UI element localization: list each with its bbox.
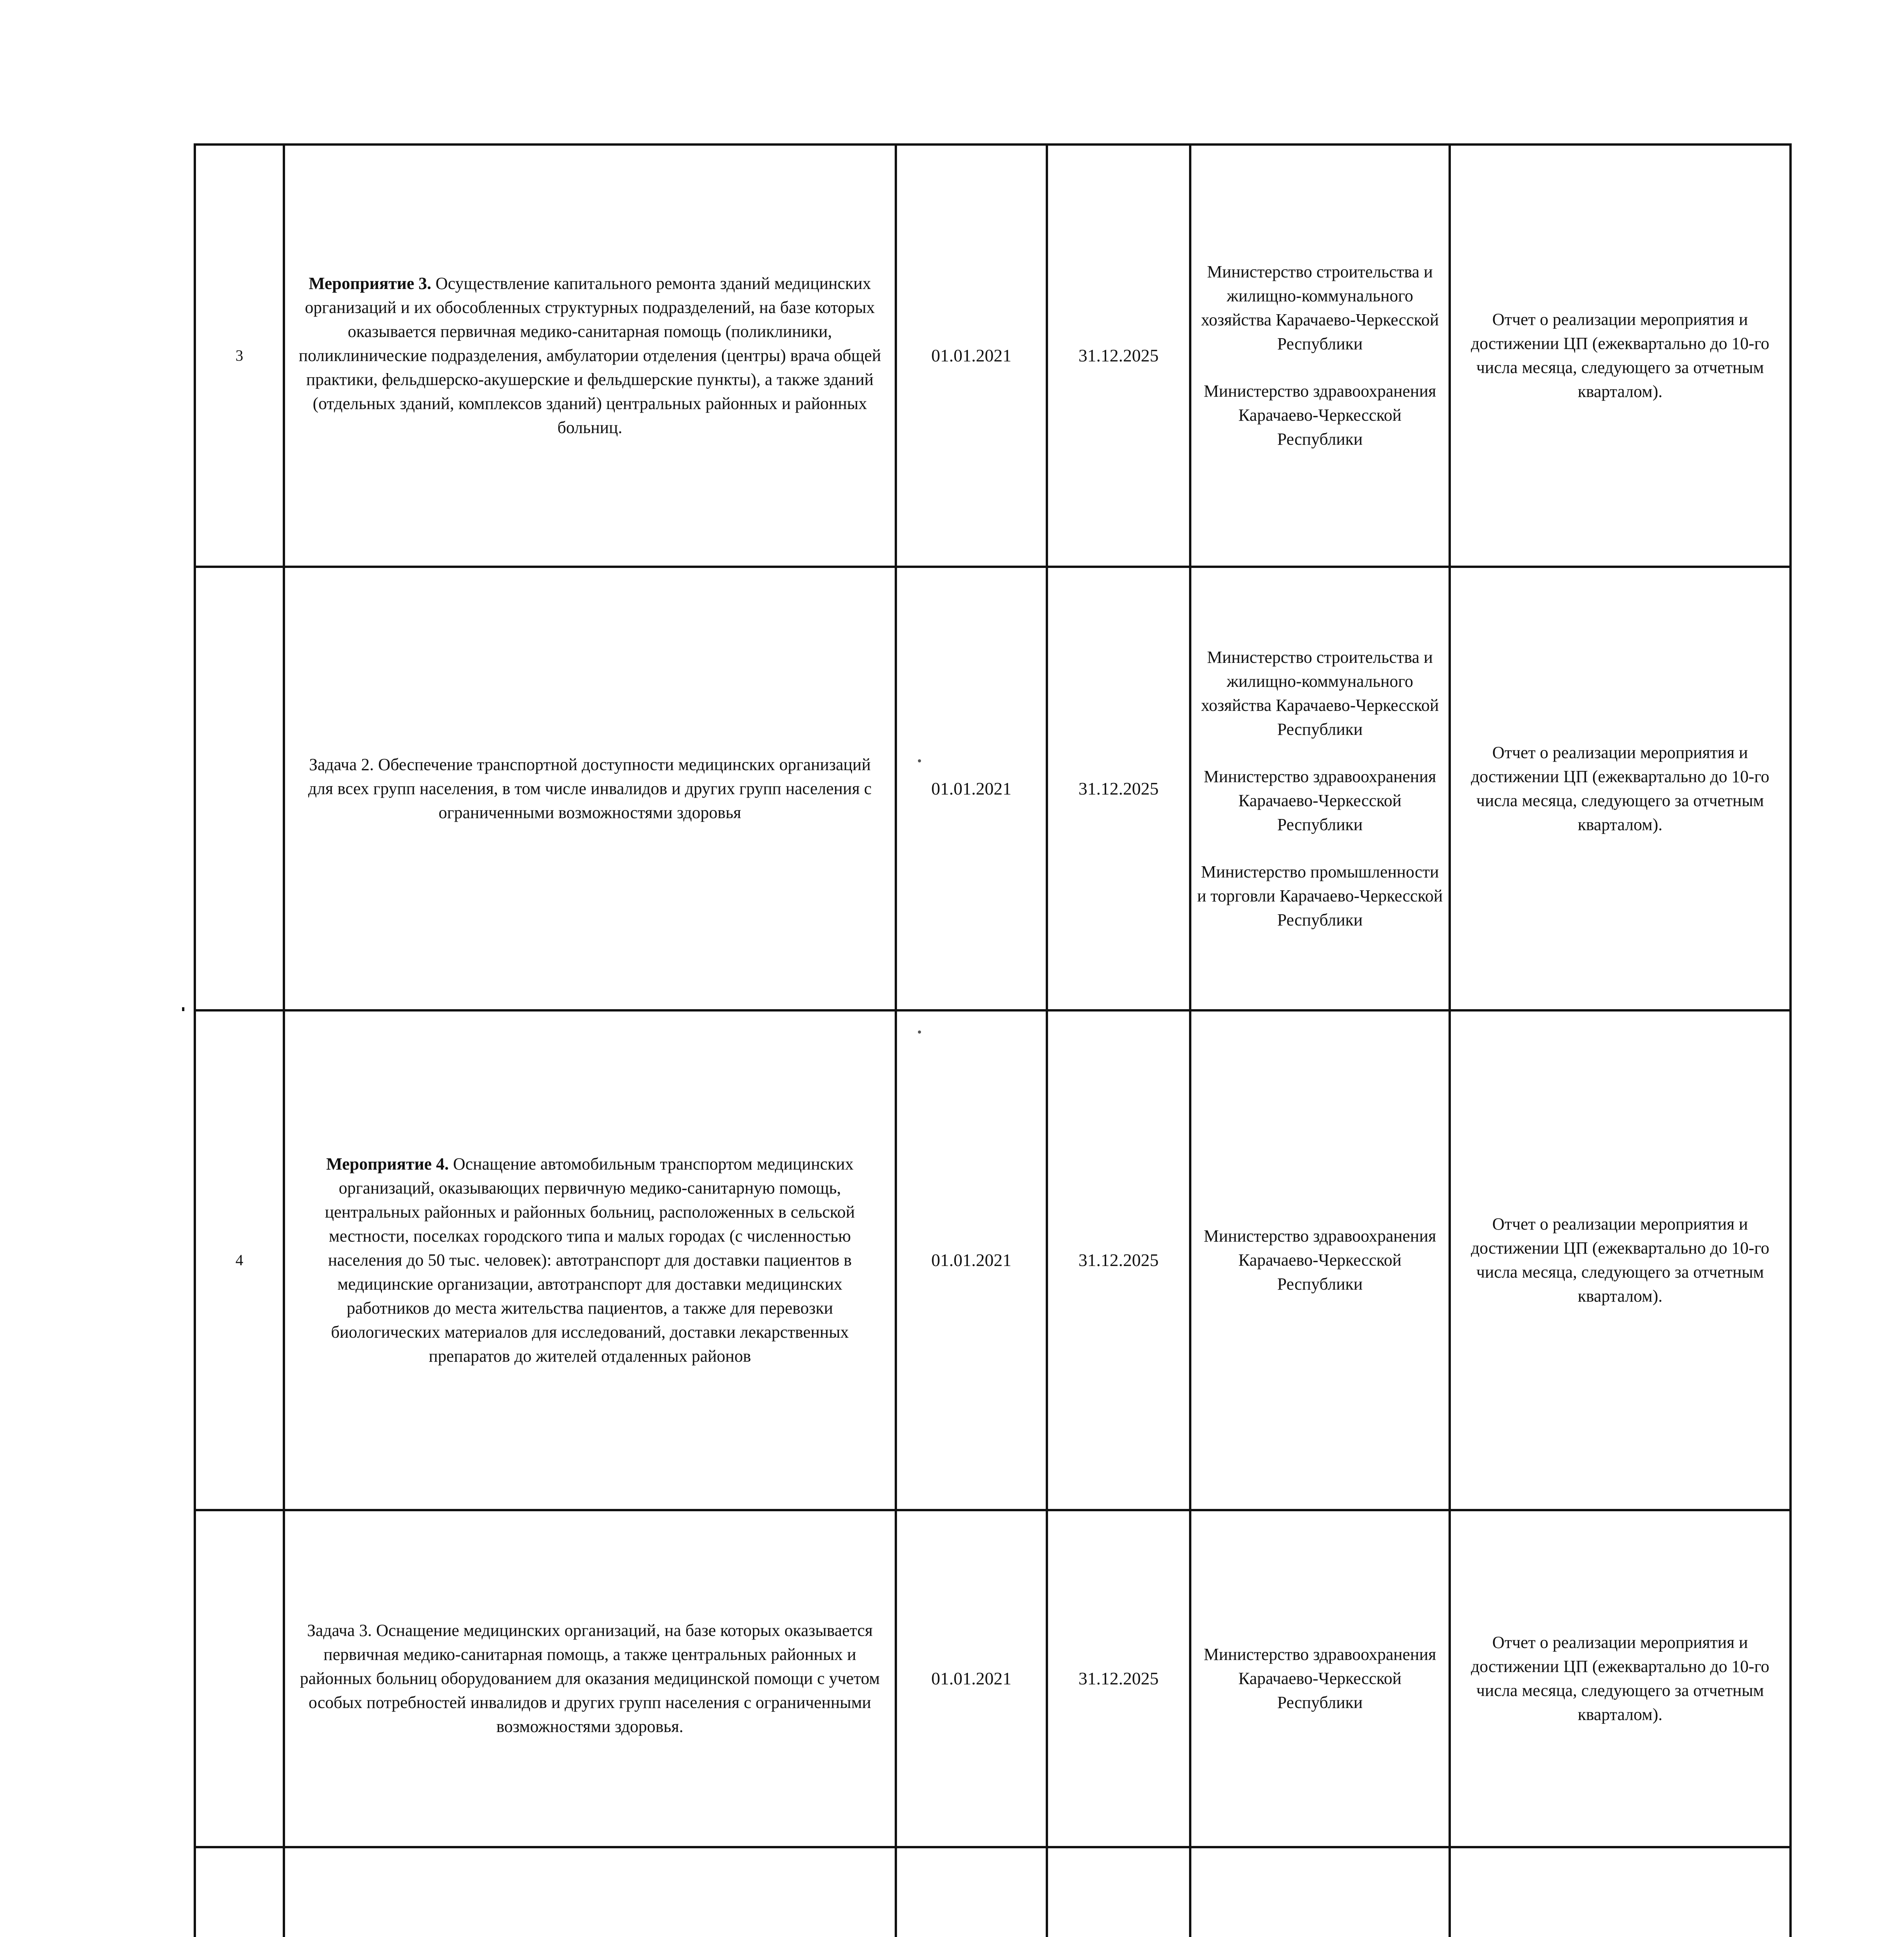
- responsible-item: Министерство здравоохранения Карачаево-Черкесской Республики: [1203, 1227, 1437, 1294]
- start-date: 01.01.2021: [896, 1510, 1047, 1847]
- report-form: [1450, 1847, 1791, 1937]
- responsible-item: Министерство здравоохранения Карачаево-Черкесской Республики: [1203, 767, 1437, 834]
- responsible-executors: [1190, 1510, 1450, 1847]
- program-table: [194, 143, 1792, 1937]
- measure-text: Осуществление капитального ремонта зданий медицинских организаций и их обособленных структурных подразделений, на базе которых оказывается первичная медико-санитарная помощь (поликлиники, поликлинические подразделения, амбулатории отделения (центры) врача общей практики, фельдшерско-акушерские и фельдшерские пункты), а также зданий (отдельных зданий, комплексов зданий) центральных районных и районных больниц.: [299, 274, 881, 437]
- responsible-executors: [1190, 1847, 1450, 1937]
- row-number: [195, 1510, 284, 1847]
- report-form: Отчет о реализации мероприятия и достижении ЦП (ежеквартально до 10-го числа месяца, следующего за отчетным кварталом).: [1450, 1010, 1791, 1510]
- scan-border-artifact: [182, 1007, 184, 1011]
- end-date: 31.12.2025: [1047, 1510, 1190, 1847]
- end-date: 31.12.2025: [1047, 567, 1190, 1010]
- row-number: [195, 567, 284, 1010]
- table-row: [195, 567, 1791, 1010]
- end-date: 31.12.2025: [1047, 145, 1190, 567]
- row-description: [284, 567, 896, 1010]
- row-number: [195, 1847, 284, 1937]
- start-date: 01.01.2021: [896, 567, 1047, 1010]
- responsible-executors: [1190, 1010, 1450, 1510]
- responsible-item: Министерство здравоохранения Карачаево-Черкесской Республики: [1203, 382, 1437, 449]
- row-description: [284, 1010, 896, 1510]
- scan-speck: [918, 759, 921, 762]
- measure-text: Оснащение автомобильным транспортом медицинских организаций, оказывающих первичную медико-санитарную помощь, центральных районных и районных больниц, расположенных в сельской местности, поселках городского типа и малых городах (с численностью населения до 50 тыс. человек): автотранспорт для доставки пациентов в медицинские организации, автотранспорт для доставки медицинских работников до места жительства пациентов, а также для перевозки биологических материалов для исследований, доставки лекарственных препаратов до жителей отдаленных районов: [325, 1154, 855, 1366]
- table-row: [195, 1510, 1791, 1847]
- start-date: [896, 1847, 1047, 1937]
- start-date: 01.01.2021: [896, 145, 1047, 567]
- row-description: [284, 1847, 896, 1937]
- report-form: Отчет о реализации мероприятия и достижении ЦП (ежеквартально до 10-го числа месяца, следующего за отчетным кварталом).: [1450, 145, 1791, 567]
- row-number: 4: [195, 1010, 284, 1510]
- report-form: Отчет о реализации мероприятия и достижении ЦП (ежеквартально до 10-го числа месяца, следующего за отчетным кварталом).: [1450, 1510, 1791, 1847]
- row-description: [284, 1510, 896, 1847]
- report-form: Отчет о реализации мероприятия и достижении ЦП (ежеквартально до 10-го числа месяца, следующего за отчетным кварталом).: [1450, 567, 1791, 1010]
- table-row: [195, 1847, 1791, 1937]
- task-text: Задача 2. Обеспечение транспортной доступности медицинских организаций для всех групп населения, в том числе инвалидов и других групп населения с ограниченными возможностями здоровья: [308, 755, 872, 822]
- table-row: [195, 145, 1791, 567]
- row-description: [284, 145, 896, 567]
- table-row: [195, 1010, 1791, 1510]
- measure-title: Мероприятие 3.: [309, 274, 431, 293]
- responsible-item: Министерство строительства и жилищно-коммунального хозяйства Карачаево-Черкесской Республики: [1201, 262, 1439, 353]
- start-date: 01.01.2021: [896, 1010, 1047, 1510]
- responsible-item: Министерство строительства и жилищно-коммунального хозяйства Карачаево-Черкесской Республики: [1201, 647, 1439, 739]
- end-date: [1047, 1847, 1190, 1937]
- responsible-executors: [1190, 567, 1450, 1010]
- responsible-item: Министерство промышленности и торговли Карачаево-Черкесской Республики: [1197, 862, 1443, 929]
- responsible-executors: [1190, 145, 1450, 567]
- end-date: 31.12.2025: [1047, 1010, 1190, 1510]
- responsible-item: Министерство здравоохранения Карачаево-Черкесской Республики: [1203, 1645, 1437, 1712]
- row-number: 3: [195, 145, 284, 567]
- scan-speck: [918, 1030, 921, 1034]
- measure-title: Мероприятие 4.: [326, 1154, 449, 1173]
- task-text: Задача 3. Оснащение медицинских организаций, на базе которых оказывается первичная медико-санитарная помощь, а также центральных районных и районных больниц оборудованием для оказания медицинской помощи с учетом особых потребностей инвалидов и других групп населения с ограниченными возможностями здоровья.: [300, 1621, 880, 1736]
